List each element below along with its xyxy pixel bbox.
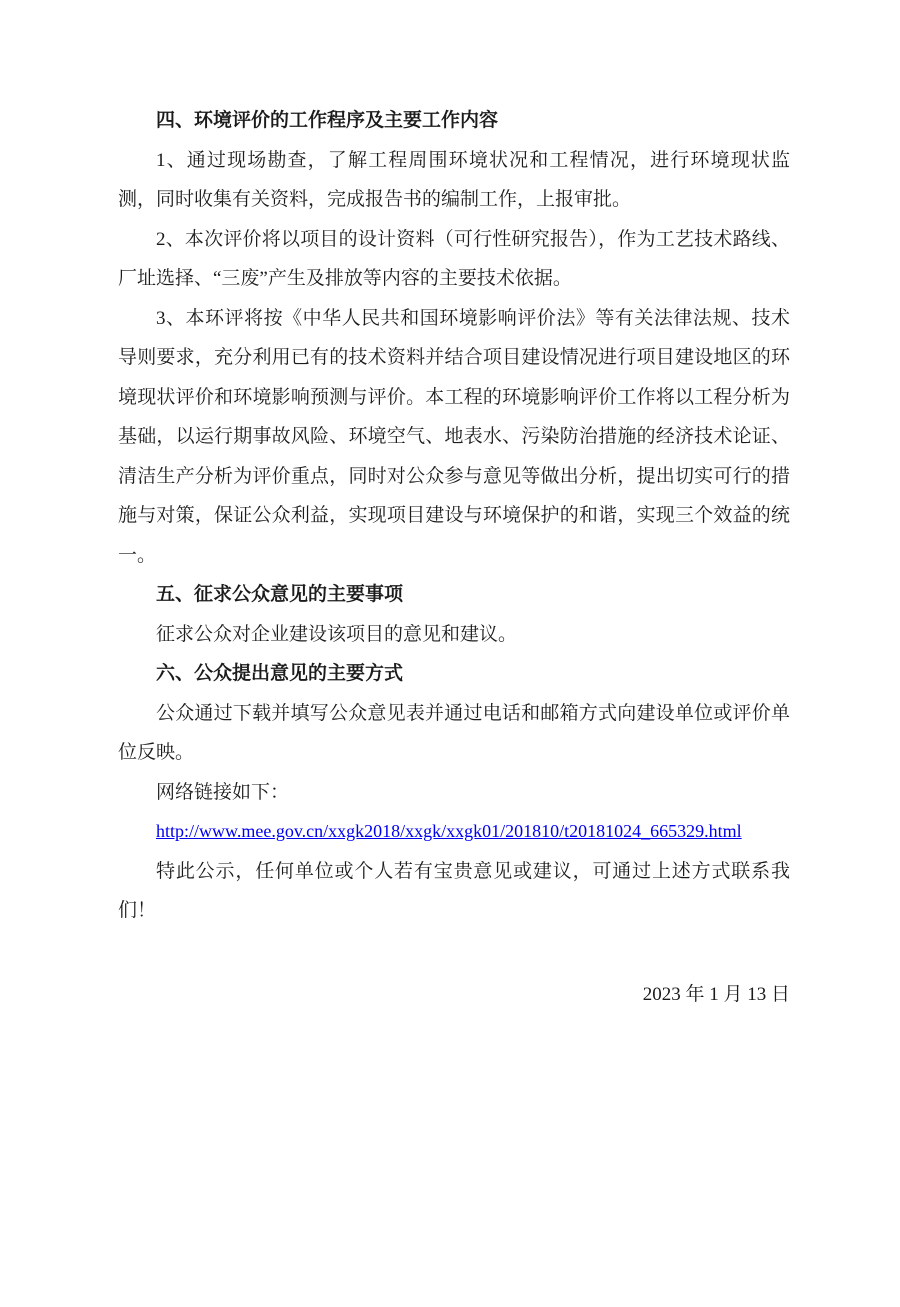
paragraph-2: 2、本次评价将以项目的设计资料（可行性研究报告），作为工艺技术路线、厂址选择、“三废”产生及排放等内容的主要技术依据。: [118, 228, 790, 289]
document-content: [118, 101, 790, 1014]
paragraph-3: 3、本环评将按《中华人民共和国环境影响评价法》等有关法律法规、技术导则要求，充分利用已有的技术资料并结合项目建设情况进行项目建设地区的环境现状评价和环境影响预测与评价。本工程的环境影响评价工作将以工程分析为基础，以运行期事故风险、环境空气、地表水、污染防治措施的经济技术论证、清洁生产分析为评价重点，同时对公众参与意见等做出分析，提出切实可行的措施与对策，保证公众利益，实现项目建设与环境保护的和谐，实现三个效益的统一。: [118, 307, 790, 566]
date-line: 2023 年 1 月 13 日: [642, 983, 790, 1005]
paragraph-4: 征求公众对企业建设该项目的意见和建议。: [156, 623, 518, 645]
document-link[interactable]: http://www.mee.gov.cn/xxgk2018/xxgk/xxgk01/201810/t20181024_665329.html: [156, 821, 742, 841]
section-heading-5: 五、征求公众意见的主要事项: [156, 584, 404, 605]
paragraph-1: 1、通过现场勘查，了解工程周围环境状况和工程情况，进行环境现状监测，同时收集有关资料，完成报告书的编制工作，上报审批。: [118, 149, 790, 210]
paragraph-5: 公众通过下载并填写公众意见表并通过电话和邮箱方式向建设单位或评价单位反映。: [118, 702, 790, 763]
section-heading-6: 六、公众提出意见的主要方式: [156, 663, 404, 684]
paragraph-6: 网络链接如下：: [156, 781, 290, 803]
paragraph-7: 特此公示，任何单位或个人若有宝贵意见或建议，可通过上述方式联系我们！: [118, 860, 790, 921]
link-paragraph: [118, 812, 790, 852]
section-heading-4: 四、环境评价的工作程序及主要工作内容: [156, 110, 499, 131]
